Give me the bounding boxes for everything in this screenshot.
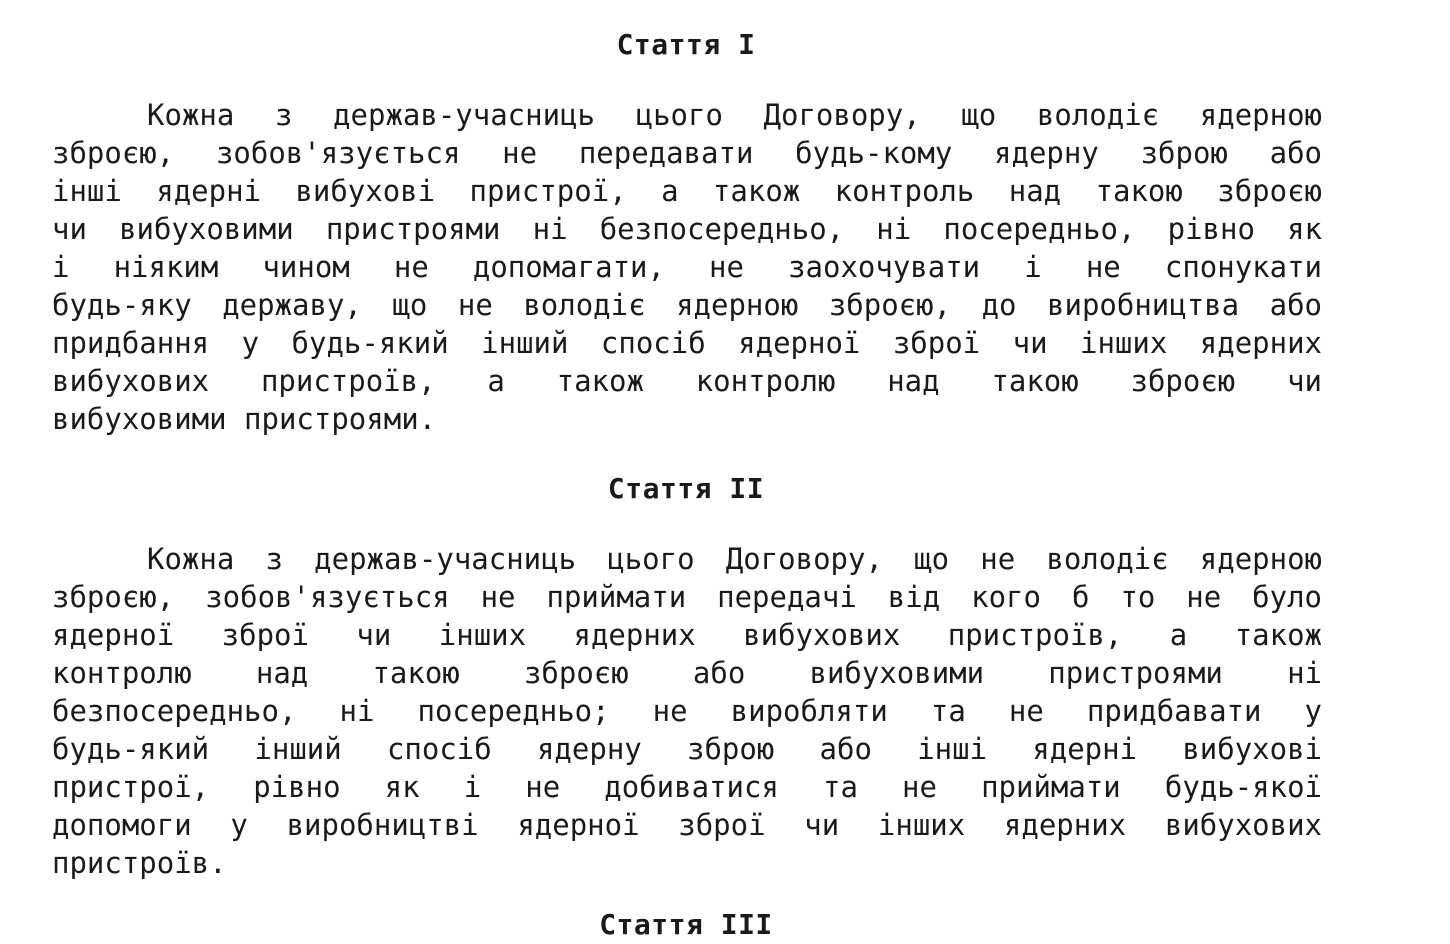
paragraph-line: контролю над такою зброєю або вибуховими пристроями ні [52, 656, 1322, 690]
paragraph-line: і ніяким чином не допомагати, не заохочувати і не спонукати [52, 250, 1322, 284]
paragraph-line: Кожна з держав-учасниць цього Договору, що володіє ядерною [147, 98, 1322, 132]
paragraph-line: будь-який інший спосіб ядерну зброю або інші ядерні вибухові [52, 732, 1322, 766]
paragraph-line: чи вибуховими пристроями ні безпосередньо, ні посередньо, рівно як [52, 212, 1322, 246]
article-1-paragraph [52, 96, 1322, 438]
article-2-paragraph [52, 540, 1322, 882]
article-2-heading: Стаття II [607, 472, 765, 505]
paragraph-line: будь-яку державу, що не володіє ядерною зброєю, до виробництва або [52, 288, 1322, 322]
paragraph-line: вибуховими пристроями. [52, 402, 437, 436]
paragraph-line: вибухових пристроїв, а також контролю над такою зброєю чи [52, 364, 1322, 398]
paragraph-line: зброєю, зобов'язується не приймати передачі від кого б то не було [52, 580, 1322, 614]
paragraph-line: придбання у будь-який інший спосіб ядерної зброї чи інших ядерних [52, 326, 1322, 360]
paragraph-line: інші ядерні вибухові пристрої, а також контроль над такою зброєю [52, 174, 1322, 208]
paragraph-line: допомоги у виробництві ядерної зброї чи інших ядерних вибухових [52, 808, 1322, 842]
paragraph-line: Кожна з держав-учасниць цього Договору, що не володіє ядерною [147, 542, 1322, 576]
paragraph-line: пристрої, рівно як і не добиватися та не приймати будь-якої [52, 770, 1322, 804]
paragraph-line: пристроїв. [52, 846, 227, 880]
article-1-heading: Стаття I [616, 28, 756, 61]
paragraph-line: ядерної зброї чи інших ядерних вибухових пристроїв, а також [52, 618, 1322, 652]
article-3-heading: Стаття III [599, 908, 773, 941]
paragraph-line: зброєю, зобов'язується не передавати будь-кому ядерну зброю або [52, 136, 1322, 170]
paragraph-line: безпосередньо, ні посередньо; не виробляти та не придбавати у [52, 694, 1322, 728]
